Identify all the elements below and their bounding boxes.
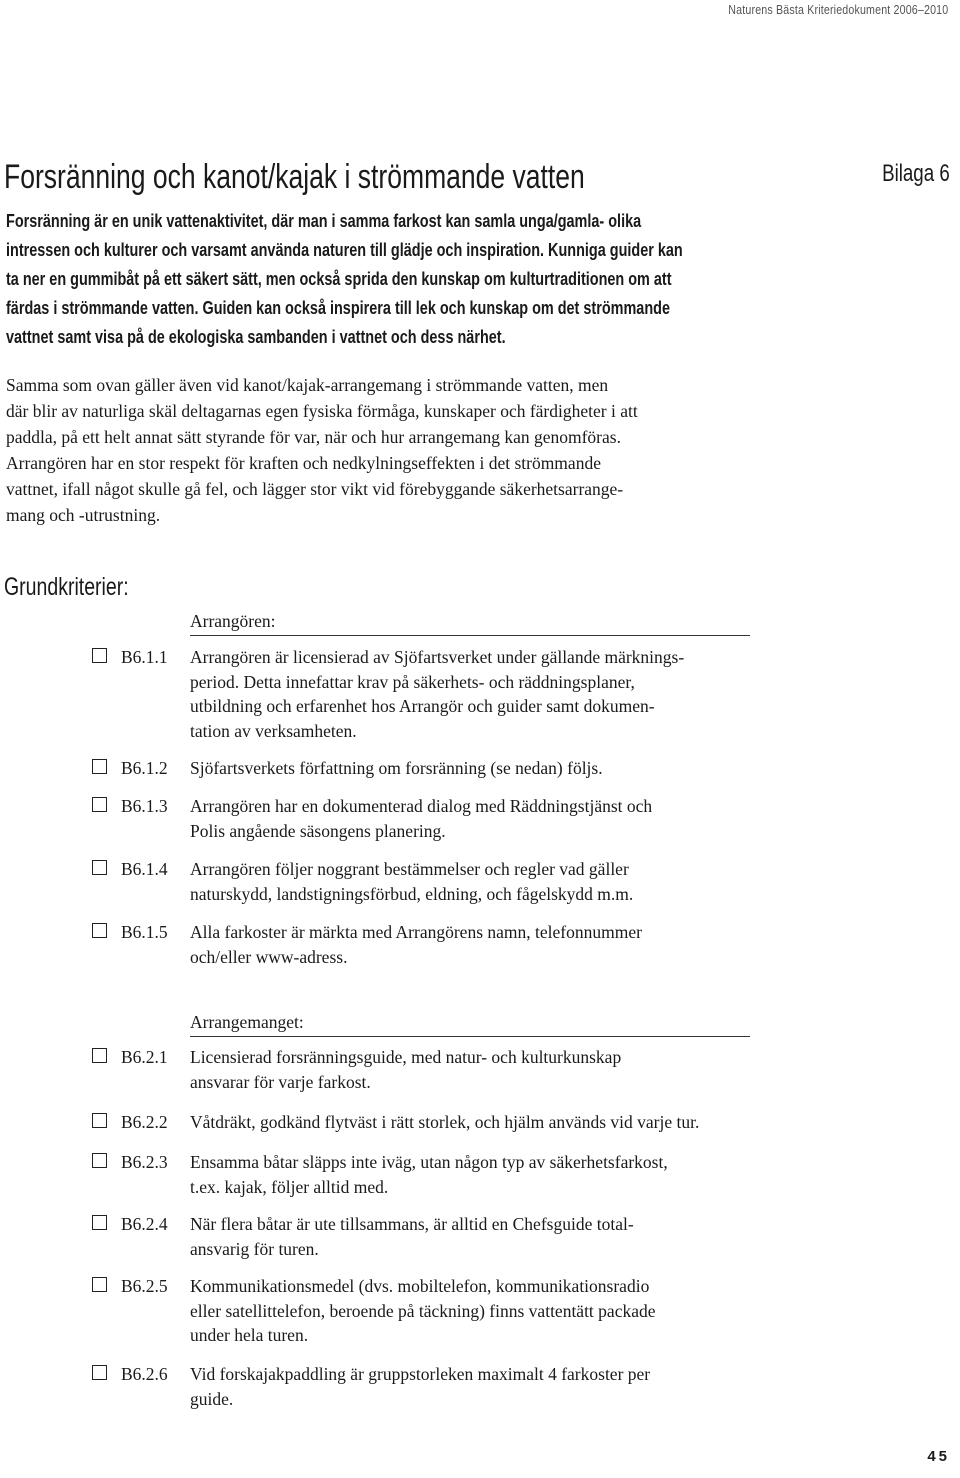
criterion-code: B6.2.2: [121, 1112, 168, 1132]
running-header: Naturens Bästa Kriteriedokument 2006–2010: [727, 2, 948, 17]
criterion-code: B6.1.1: [121, 647, 168, 667]
criterion-line: Ensamma båtar släpps inte iväg, utan någon typ av säkerhetsfarkost,: [190, 1152, 668, 1172]
criterion-text: [190, 1045, 770, 1094]
criterion-line: ansvarar för varje farkost.: [190, 1071, 371, 1092]
body-paragraph: [6, 372, 746, 528]
criterion-text: [190, 920, 770, 969]
criterion-line: t.ex. kajak, följer alltid med.: [190, 1176, 389, 1197]
criterion-text: [190, 645, 770, 743]
criterion-code: B6.1.3: [121, 796, 168, 816]
checkbox[interactable]: [92, 648, 107, 663]
criterion-text: [190, 857, 770, 906]
checkbox[interactable]: [92, 1153, 107, 1168]
criterion-line: ansvarig för turen.: [190, 1238, 319, 1259]
checkbox[interactable]: [92, 1048, 107, 1063]
intro-line: vattnet samt visa på de ekologiska sambanden i vattnet och dess närhet.: [6, 326, 506, 347]
body-line: vattnet, ifall något skulle gå fel, och lägger stor vikt vid förebyggande säkerhetsarrange-: [6, 479, 624, 499]
group-label-arrangoren: Arrangören:: [190, 609, 750, 636]
checkbox[interactable]: [92, 1277, 107, 1292]
criterion-code: B6.2.4: [121, 1214, 168, 1234]
criterion-text: [190, 1274, 770, 1348]
intro-line: Forsränning är en unik vattenaktivitet, där man i samma farkost kan samla unga/gamla- olika: [6, 210, 642, 231]
page-number: 45: [927, 1448, 950, 1465]
criterion-text: [190, 1150, 770, 1199]
criterion-line: eller satellittelefon, beroende på täckning) finns vattentätt packade: [190, 1300, 656, 1321]
intro-line: ta ner en gummibåt på ett säkert sätt, men också sprida den kunskap om kulturtraditionen om att: [6, 268, 672, 289]
criterion-text: [190, 1110, 770, 1135]
criterion-line: Arrangören är licensierad av Sjöfartsverket under gällande märknings-: [190, 647, 685, 667]
criterion-text: [190, 1212, 770, 1261]
criterion-line: Licensierad forsränningsguide, med natur- och kulturkunskap: [190, 1047, 622, 1067]
criterion-line: guide.: [190, 1388, 234, 1409]
criterion-line: under hela turen.: [190, 1325, 309, 1345]
body-line: mang och -utrustning.: [6, 505, 161, 525]
checkbox[interactable]: [92, 860, 107, 875]
checkbox[interactable]: [92, 797, 107, 812]
criterion-code: B6.1.5: [121, 922, 168, 942]
criterion-text: [190, 1362, 770, 1411]
criterion-text: [190, 756, 770, 781]
criterion-code: B6.2.5: [121, 1276, 168, 1296]
checkbox[interactable]: [92, 759, 107, 774]
criterion-code: B6.1.2: [121, 758, 168, 778]
criterion-line: period. Detta innefattar krav på säkerhets- och räddningsplaner,: [190, 671, 635, 692]
criterion-line: Våtdräkt, godkänd flytväst i rätt storlek, och hjälm används vid varje tur.: [190, 1112, 700, 1132]
criterion-line: Vid forskajakpaddling är gruppstorleken maximalt 4 farkoster per: [190, 1364, 651, 1384]
criterion-line: Polis angående säsongens planering.: [190, 820, 446, 841]
criterion-line: Kommunikationsmedel (dvs. mobiltelefon, kommunikationsradio: [190, 1276, 650, 1296]
intro-paragraph: [6, 206, 755, 351]
criterion-line: och/eller www-adress.: [190, 946, 348, 967]
criterion-code: B6.2.1: [121, 1047, 168, 1067]
group-label-arrangemanget: Arrangemanget:: [190, 1010, 750, 1037]
checkbox[interactable]: [92, 1365, 107, 1380]
criterion-code: B6.2.3: [121, 1152, 168, 1172]
body-line: Samma som ovan gäller även vid kanot/kajak-arrangemang i strömmande vatten, men: [6, 375, 609, 395]
page-title: Forsränning och kanot/kajak i strömmande vatten: [4, 158, 585, 196]
criterion-code: B6.2.6: [121, 1364, 168, 1384]
intro-line: intressen och kulturer och varsamt använda naturen till glädje och inspiration. Kunniga guider kan: [6, 239, 683, 260]
checkbox[interactable]: [92, 1113, 107, 1128]
criterion-text: [190, 794, 770, 843]
criterion-line: utbildning och erfarenhet hos Arrangör och guider samt dokumen-: [190, 696, 655, 716]
criterion-code: B6.1.4: [121, 859, 168, 879]
criterion-line: När flera båtar är ute tillsammans, är alltid en Chefsguide total-: [190, 1214, 634, 1234]
body-line: Arrangören har en stor respekt för kraften och nedkylningseffekten i det strömmande: [6, 453, 601, 473]
criterion-line: tation av verksamheten.: [190, 720, 357, 741]
body-line: paddla, på ett helt annat sätt styrande för var, när och hur arrangemang kan genomföras.: [6, 427, 621, 447]
criterion-line: naturskydd, landstigningsförbud, eldning, och fågelskydd m.m.: [190, 883, 634, 904]
body-line: där blir av naturliga skäl deltagarnas egen fysiska förmåga, kunskaper och färdigheter i att: [6, 401, 638, 421]
criterion-line: Arrangören följer noggrant bestämmelser och regler vad gäller: [190, 859, 629, 879]
section-title: Grundkriterier:: [4, 573, 129, 601]
criterion-line: Alla farkoster är märkta med Arrangörens namn, telefonnummer: [190, 922, 642, 942]
intro-line: färdas i strömmande vatten. Guiden kan också inspirera till lek och kunskap om det strömmande: [6, 297, 670, 318]
appendix-label: Bilaga 6: [882, 160, 950, 187]
criterion-line: Sjöfartsverkets författning om forsränning (se nedan) följs.: [190, 758, 603, 778]
criterion-line: Arrangören har en dokumenterad dialog med Räddningstjänst och: [190, 796, 653, 816]
checkbox[interactable]: [92, 1215, 107, 1230]
checkbox[interactable]: [92, 923, 107, 938]
